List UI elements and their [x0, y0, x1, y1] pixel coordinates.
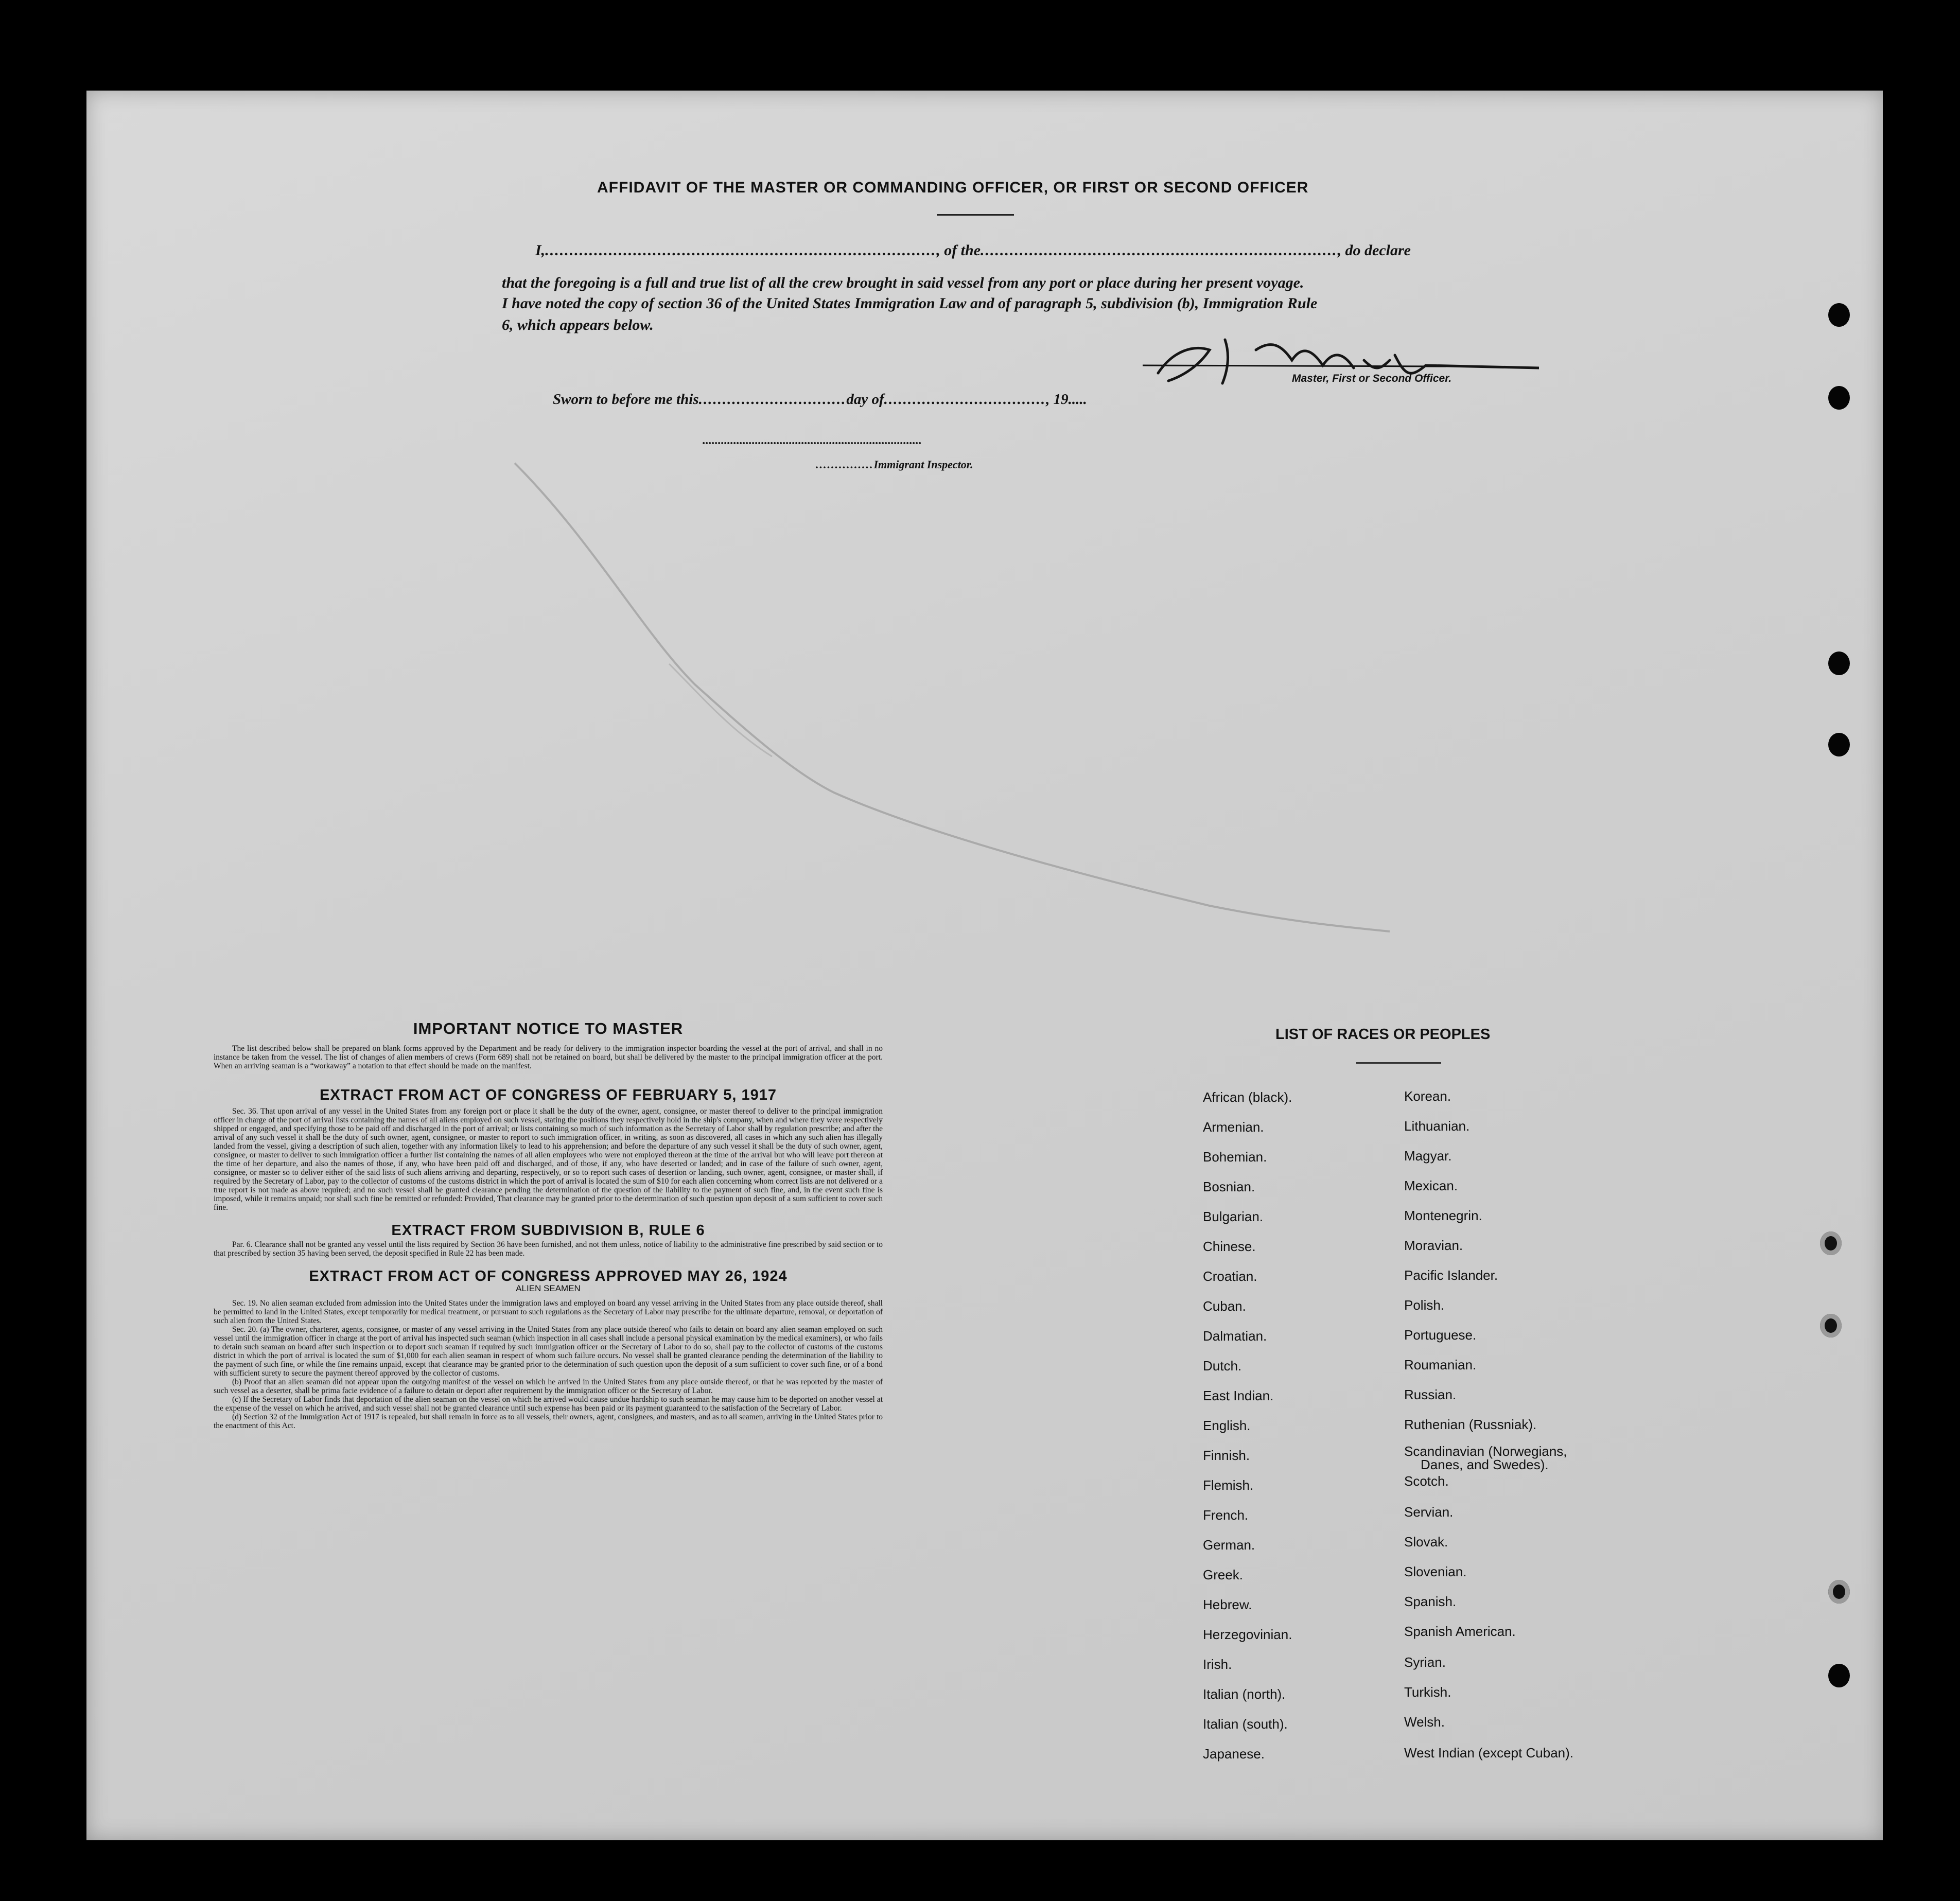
race-right-item: Lithuanian. [1404, 1118, 1470, 1134]
section-19-text: Sec. 19. No alien seaman excluded from admission into the United States under the immigration laws and employed on board any vessel arriving in the United States from any place outside thereof, shall be permitted to land in the United States, except temporarily for medical treatment, or pursuant to such regulations as the Secretary of Labor may prescribe for the ultimate departure, removal, or deportation of such alien from the United States. [214, 1299, 883, 1325]
declaration-end: , do declare [1337, 242, 1411, 259]
race-left-item: Dutch. [1203, 1358, 1242, 1374]
race-right-item: Turkish. [1404, 1684, 1451, 1700]
important-notice [162, 1019, 934, 1430]
declaration-line [535, 242, 1411, 259]
extract-1924-title: EXTRACT FROM ACT OF CONGRESS APPROVED MAY 26, 1924 [309, 1268, 787, 1284]
race-right-item: Portuguese. [1404, 1327, 1477, 1343]
inspector-dots: ............... [816, 458, 874, 471]
section-36-text: Sec. 36. That upon arrival of any vessel in the United States from any foreign port or place it shall be the duty of the owner, agent, consignee, or master thereof to deliver to the principal immigration officer in charge of the port of arrival lists containing the names of all aliens employed on such vessel, stating the positions they respectively hold in the ship's company, when and where they were respectively shipped or engaged, and specifying those to be paid off and discharged in the port of arrival; or lists containing so much of such information as the Secretary of Labor shall by regulation prescribe; and after the arrival of any such vessel it shall be the duty of such owner, agent, consignee, or master to report to such immigration officer, in writing, as soon as discovered, all cases in which any such alien has illegally landed from the vessel, giving a description of such alien, together with any information likely to lead to his apprehension; and before the departure of any such vessel it shall be the duty of such owner, agent, consignee, or master to deliver to such immigration officer a further list containing the names of all alien employees who were not employed thereon at the time of the arrival but who will leave port thereon at the time of her departure, and also the names of those, if any, who have been paid off and discharged, and of those, if any, who have deserted or landed; and in case of the failure of such owner, agent, consignee, or master so to deliver either of the said lists of such aliens arriving and departing, respectively, or so to report such cases of desertion or landing, such owner, agent, consignee, or master shall, if required by the Secretary of Labor, pay to the collector of customs of the customs district in which the port of arrival is located the sum of $10 for each alien concerning whom correct lists are not delivered or a true report is not made as above required; and no such vessel shall be granted clearance pending the determination of the question of the liability to the payment of such fine, and, in the event such fine is imposed, while it remains unpaid; nor shall such fine be remitted or refunded: Provided, That clearance may be granted prior to the determination of such question upon deposit of a sum sufficient to cover such fine. [214, 1107, 883, 1212]
name-field: ................................................................................ [545, 242, 937, 259]
declaration-text-2: that the foregoing is a full and true list of all the crew brought in said vessel from any port or place during her present voyage. [502, 274, 1304, 291]
race-left-item: Italian (south). [1203, 1716, 1288, 1732]
race-right-item: Russian. [1404, 1387, 1457, 1402]
punch-hole [1820, 1231, 1842, 1255]
signature-label: Master, First or Second Officer. [1292, 373, 1452, 384]
punch-hole [1828, 733, 1850, 756]
race-right-item: Slovenian. [1404, 1564, 1467, 1579]
race-left-item: French. [1203, 1507, 1249, 1523]
sworn-text: Sworn to before me this [553, 391, 699, 408]
section-20b-text: (b) Proof that an alien seaman did not appear upon the outgoing manifest of the vessel on which he arrived in the United States from any place outside thereof, or that he was reported by the master of such vessel as a deserter, shall be prima facie evidence of a failure to detain or deport after requirement by the immigration officer or the Secretary of Labor. [214, 1378, 883, 1395]
race-right-item: Slovak. [1404, 1534, 1448, 1550]
inspector-line [816, 458, 973, 471]
declaration-i: I, [535, 242, 546, 259]
inspector-label: Immigrant Inspector. [873, 458, 973, 471]
punch-hole [1828, 303, 1850, 327]
vessel-field: ......................................................................... [981, 242, 1338, 259]
race-right-item: Roumanian. [1404, 1357, 1477, 1372]
race-right-item: Scotch. [1404, 1473, 1449, 1489]
race-left-item: English. [1203, 1418, 1251, 1433]
sworn-year: , 19..... [1046, 391, 1087, 408]
race-left-item: Chinese. [1203, 1239, 1256, 1254]
race-right-item: Ruthenian (Russniak). [1404, 1417, 1537, 1432]
punch-hole [1828, 652, 1850, 675]
extract-1917-title: EXTRACT FROM ACT OF CONGRESS OF FEBRUARY 5, 1917 [319, 1087, 777, 1103]
race-right-item: Pacific Islander. [1404, 1268, 1498, 1283]
race-left-item: Armenian. [1203, 1119, 1264, 1135]
sworn-day-of: day of [846, 391, 884, 408]
race-right-item: Welsh. [1404, 1714, 1445, 1730]
section-20d-text: (d) Section 32 of the Immigration Act of 1917 is repealed, but shall remain in force as to all vessels, their owners, agent, consignees, and masters, and as to all seamen, arriving in the United States prior to the enactment of this Act. [214, 1413, 883, 1430]
race-left-item: African (black). [1203, 1089, 1292, 1105]
signature-mark [1137, 329, 1539, 396]
race-right-item: Scandinavian (Norwegians, [1404, 1444, 1567, 1459]
race-right-item: Spanish. [1404, 1594, 1457, 1609]
punch-hole [1828, 1664, 1850, 1687]
race-right-item: Magyar. [1404, 1148, 1452, 1164]
race-left-item: German. [1203, 1537, 1255, 1553]
sworn-month-field: .................................. [884, 391, 1046, 408]
section-20c-text: (c) If the Secretary of Labor finds that deportation of the alien seaman on the vessel on which he arrived would cause undue hardship to such seaman he may cause him to be deported on another vessel at the expense of the vessel on which he arrived, and such vessel shall not be granted clearance until such expense has been paid or its payment guaranteed to the satisfaction of the Secretary of Labor. [214, 1395, 883, 1413]
race-left-item: Finnish. [1203, 1448, 1250, 1463]
declaration-of: , of the [936, 242, 981, 259]
race-left-item: Japanese. [1203, 1746, 1265, 1762]
race-right-item: Spanish American. [1404, 1624, 1516, 1639]
punch-hole [1820, 1314, 1842, 1337]
race-left-item: Flemish. [1203, 1477, 1254, 1493]
races-divider [1356, 1062, 1441, 1064]
race-right-item: Korean. [1404, 1088, 1451, 1104]
declaration-text-4: 6, which appears below. [502, 316, 654, 333]
race-left-item: Cuban. [1203, 1298, 1246, 1314]
paragraph-6-text: Par. 6. Clearance shall not be granted any vessel until the lists required by Section 36 have been furnished, and not them unless, notice of liability to the administrative fine prescribed by said section or to that prescribed by section 35 having been served, the deposit specified in Rule 22 has been made. [214, 1240, 883, 1258]
sworn-line [553, 391, 1087, 408]
declaration-text-3: I have noted the copy of section 36 of the United States Immigration Law and of paragraph 5, subdivision (b), Immigration Rule [502, 295, 1318, 312]
race-left-item: Croatian. [1203, 1269, 1257, 1284]
sworn-day-field: ............................... [698, 391, 847, 408]
race-right-item: West Indian (except Cuban). [1404, 1745, 1574, 1761]
notice-intro: The list described below shall be prepared on blank forms approved by the Department and be ready for delivery to the immigration inspector boarding the vessel at the port of arrival, and shall in no instance be taken from the vessel. The list of changes of alien members of crews (Form 689) shall not be retained on board, but shall be delivered by the master to the principal immigration officer at the port. When an arriving seaman is a “workaway” a notation to that effect should be made on the manifest. [214, 1044, 883, 1070]
race-left-item: Herzegovinian. [1203, 1627, 1292, 1642]
affidavit-title: AFFIDAVIT OF THE MASTER OR COMMANDING OFFICER, OR FIRST OR SECOND OFFICER [597, 179, 1309, 196]
extract-rule-6-title: EXTRACT FROM SUBDIVISION B, RULE 6 [391, 1222, 705, 1239]
race-left-item: Italian (north). [1203, 1686, 1286, 1702]
section-20a-text: Sec. 20. (a) The owner, charterer, agents, consignee, or master of any vessel arriving in the United States from any place outside thereof who fails to detain on board any alien seaman employed on such vessel until the immigration officer in charge at the port of arrival has inspected such seaman (which inspection in all cases shall include a personal physical examination by the medical examiners), or who fails to detain such seaman on board after such inspection or to deport such seaman if required by such immigration officer or the Secretary of Labor to do so, shall pay to the collector of customs of the customs district in which the port of arrival is located the sum of $1,000 for each alien seaman in respect of whom such failure occurs. No vessel shall be granted clearance pending the determination of the liability to the payment of such fine, or while the fine remains unpaid, except that clearance may be granted prior to the determination of such question upon the deposit of a sum sufficient to cover such fine, or of a bond with sufficient surety to secure the payment thereof approved by the collector of customs. [214, 1325, 883, 1378]
race-right-item: Servian. [1404, 1504, 1454, 1520]
race-right-item: Moravian. [1404, 1238, 1463, 1253]
race-right-item: Montenegrin. [1404, 1208, 1482, 1223]
punch-hole [1828, 386, 1850, 410]
inspector-signature-line: ....................................................................... [703, 434, 922, 447]
race-left-item: Bohemian. [1203, 1149, 1267, 1165]
notice-title: IMPORTANT NOTICE TO MASTER [413, 1019, 684, 1037]
punch-hole [1828, 1580, 1850, 1604]
alien-seamen-subtitle: ALIEN SEAMEN [516, 1283, 581, 1293]
race-left-item: Dalmatian. [1203, 1328, 1267, 1344]
race-left-item: Greek. [1203, 1567, 1244, 1582]
race-left-item: Hebrew. [1203, 1597, 1252, 1612]
race-right-item: Mexican. [1404, 1178, 1458, 1193]
race-right-item: Danes, and Swedes). [1421, 1457, 1549, 1472]
race-left-item: Irish. [1203, 1657, 1232, 1672]
race-left-item: Bulgarian. [1203, 1209, 1264, 1224]
race-right-item: Polish. [1404, 1297, 1445, 1313]
race-right-item: Syrian. [1404, 1654, 1446, 1670]
title-divider [937, 214, 1014, 216]
race-left-item: East Indian. [1203, 1388, 1274, 1403]
race-left-item: Bosnian. [1203, 1179, 1255, 1194]
races-title: LIST OF RACES OR PEOPLES [1275, 1026, 1491, 1043]
